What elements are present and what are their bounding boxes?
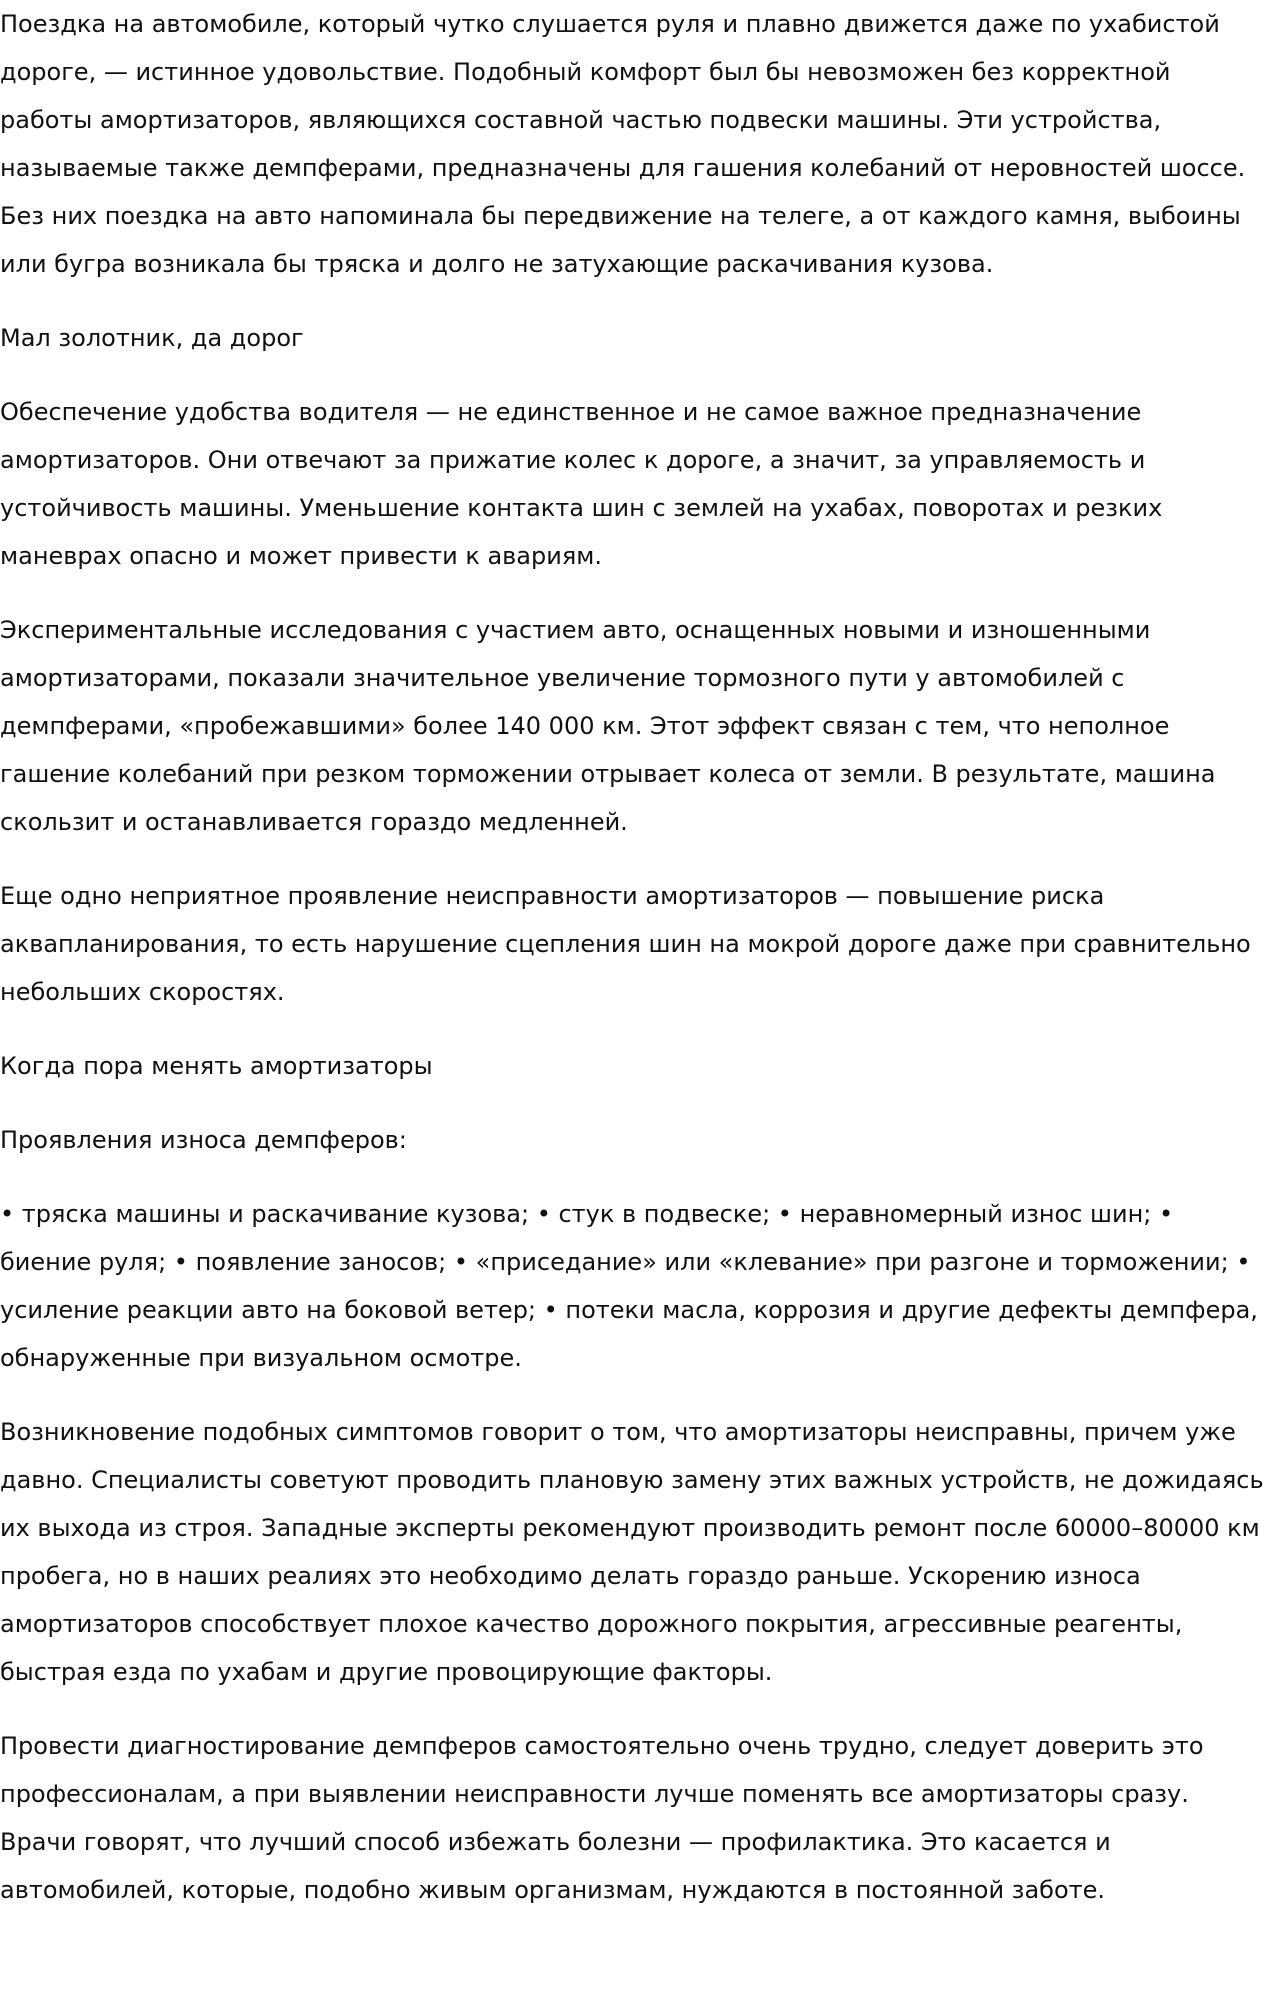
paragraph-replacement-advice: Возникновение подобных симптомов говорит о том, что амортизаторы неисправны, причем уже давно. Специалисты советуют проводить плановую замену этих важных устройств, не дожидаясь их выхода из строя. Западные эксперты рекомендуют производить ремонт после 60000–80000 км пробега, но в наших реалиях это необходимо делать гораздо раньше. Ускорению износа амортизаторов способствует плохое качество дорожного покрытия, агрессивные реагенты, быстрая езда по ухабам и другие провоцирующие факторы. [0,1418,1264,1686]
paragraph-driver-comfort: Обеспечение удобства водителя — не единственное и не самое важное предназначение амортизаторов. Они отвечают за прижатие колес к дороге, а значит, за управляемость и устойчивость машины. Уменьшение контакта шин с землей на ухабах, поворотах и резких маневрах опасно и может привести к авариям. [0,398,1163,570]
paragraph-wear-signs-list: • тряска машины и раскачивание кузова; • стук в подвеске; • неравномерный износ шин; • биение руля; • появление заносов; • «приседание» или «клевание» при разгоне и торможении; • усиление реакции авто на боковой ветер; • потеки масла, коррозия и другие дефекты демпфера, обнаруженные при визуальном осмотре. [0,1200,1258,1372]
paragraph-braking-research: Экспериментальные исследования с участием авто, оснащенных новыми и изношенными амортизаторами, показали значительное увеличение тормозного пути у автомобилей с демпферами, «пробежавшими» более 140 000 км. Этот эффект связан с тем, что неполное гашение колебаний при резком торможении отрывает колеса от земли. В результате, машина скользит и останавливается гораздо медленней. [0,616,1216,836]
paragraph-aquaplaning: Еще одно неприятное проявление неисправности амортизаторов — повышение риска аквапланирования, то есть нарушение сцепления шин на мокрой дороге даже при сравнительно небольших скоростях. [0,882,1251,1006]
section-heading-small-but-precious: Мал золотник, да дорог [0,324,304,352]
paragraph-wear-signs-intro: Проявления износа демпферов: [0,1126,407,1154]
paragraph-intro: Поездка на автомобиле, который чутко слушается руля и плавно движется даже по ухабистой дороге, — истинное удовольствие. Подобный комфорт был бы невозможен без корректной работы амортизаторов, являющихся составной частью подвески машины. Эти устройства, называемые также демпферами, предназначены для гашения колебаний от неровностей шоссе. Без них поездка на авто напоминала бы передвижение на телеге, а от каждого камня, выбоины или бугра возникала бы тряска и долго не затухающие раскачивания кузова. [0,10,1246,278]
section-heading-when-to-replace: Когда пора менять амортизаторы [0,1052,433,1080]
paragraph-diagnostics: Провести диагностирование демпферов самостоятельно очень трудно, следует доверить это профессионалам, а при выявлении неисправности лучше поменять все амортизаторы сразу. Врачи говорят, что лучший способ избежать болезни — профилактика. Это касается и автомобилей, которые, подобно живым организмам, нуждаются в постоянной заботе. [0,1732,1204,1904]
